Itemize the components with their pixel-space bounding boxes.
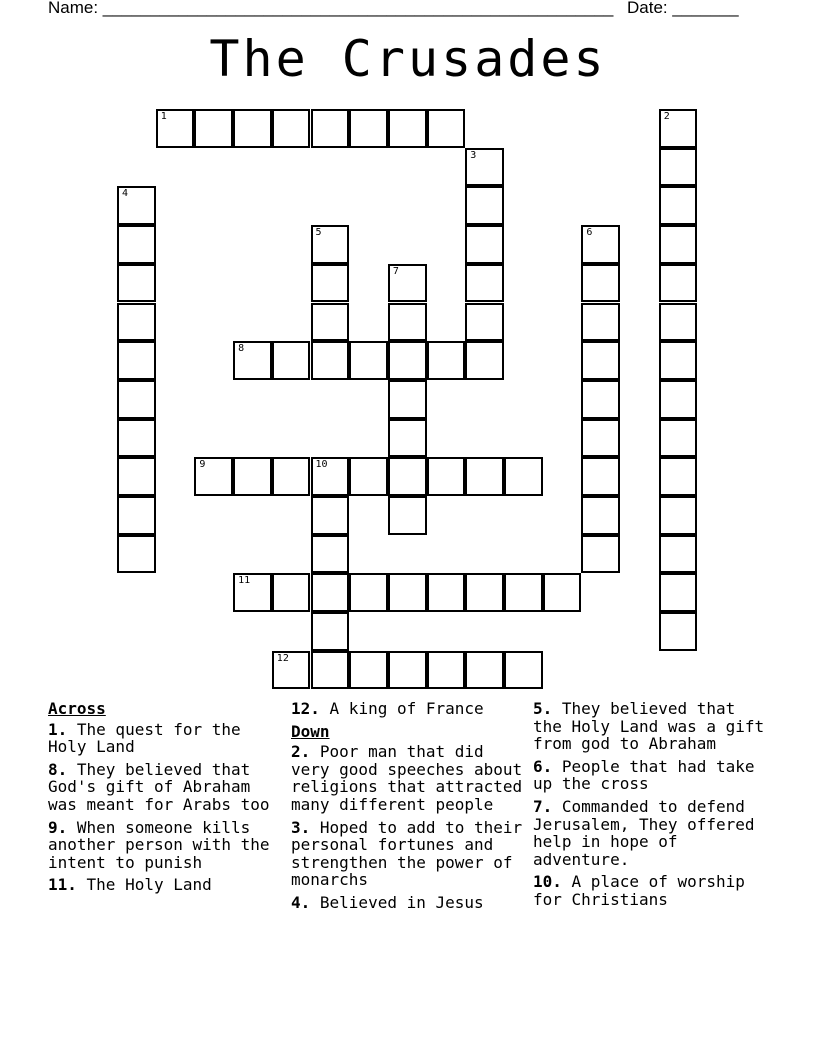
grid-cell[interactable] [117,419,156,458]
grid-cell[interactable] [465,651,504,690]
grid-cell[interactable] [427,109,466,148]
clue-item-text: When someone kills another person with the intent to punish [48,817,270,872]
grid-cell[interactable] [311,651,350,690]
grid-cell[interactable] [349,341,388,380]
clue-item-number: 9. [48,817,68,837]
clue-item [48,761,283,814]
grid-cell[interactable] [659,303,698,342]
across-heading: Across [48,699,106,718]
grid-cell[interactable] [465,264,504,303]
name-field-label: Name: ______________________________________________________ [48,0,614,17]
grid-cell[interactable] [581,264,620,303]
grid-cell[interactable] [388,264,427,303]
clue-number: 8 [238,343,245,355]
grid-cell[interactable] [581,496,620,535]
grid-cell[interactable] [504,457,543,496]
clue-item-number: 3. [291,817,311,837]
grid-cell[interactable] [388,496,427,535]
grid-cell[interactable] [388,457,427,496]
clue-item [533,758,773,793]
grid-cell[interactable] [311,573,350,612]
clue-number: 6 [586,227,593,239]
grid-cell[interactable] [659,225,698,264]
clue-item-number: 2. [291,742,311,762]
clue-item-text: Poor man that did very good speeches about religions that attracted many different people [291,742,523,814]
clue-item-text: The quest for the Holy Land [48,719,241,757]
grid-cell[interactable] [659,109,698,148]
clue-column-1 [48,700,283,899]
grid-cell[interactable] [349,573,388,612]
grid-cell[interactable] [465,186,504,225]
clue-item [291,743,523,813]
grid-cell[interactable] [581,457,620,496]
grid-cell[interactable] [581,303,620,342]
grid-cell[interactable] [388,341,427,380]
grid-cell[interactable] [659,535,698,574]
clue-column-2 [291,700,523,917]
clue-item-text: They believed that the Holy Land was a gift from god to Abraham [533,699,765,754]
grid-cell[interactable] [117,303,156,342]
grid-cell[interactable] [311,225,350,264]
grid-cell[interactable] [659,186,698,225]
grid-cell[interactable] [311,109,350,148]
clue-item-text: A place of worship for Christians [533,872,745,909]
clue-item-text: They believed that God's gift of Abraham was meant for Arabs too [48,759,270,814]
clue-item-text: Hoped to add to their personal fortunes and strengthen the power of monarchs [291,817,523,890]
grid-cell[interactable] [388,109,427,148]
clue-item-number: 1. [48,719,68,739]
grid-cell[interactable] [427,457,466,496]
grid-cell[interactable] [233,573,272,612]
clue-item-text: The Holy Land [76,875,212,895]
grid-cell[interactable] [311,496,350,535]
grid-cell[interactable] [659,573,698,612]
grid-cell[interactable] [311,457,350,496]
clue-number: 12 [276,652,289,664]
grid-cell[interactable] [543,573,582,612]
grid-cell[interactable] [233,341,272,380]
grid-cell[interactable] [311,303,350,342]
grid-cell[interactable] [581,380,620,419]
grid-cell[interactable] [117,341,156,380]
clue-item-number: 12. [291,699,320,718]
clue-item [533,798,773,868]
grid-cell[interactable] [156,109,195,148]
grid-cell[interactable] [581,535,620,574]
grid-cell[interactable] [194,457,233,496]
date-field-label: Date: _______ [627,0,739,17]
clue-item-number: 11. [48,875,77,895]
grid-cell[interactable] [465,225,504,264]
clue-number: 3 [470,149,477,161]
clue-number: 10 [315,459,328,471]
grid-cell[interactable] [388,651,427,690]
clue-number: 9 [199,459,206,471]
clue-item [48,721,283,756]
grid-cell[interactable] [272,651,311,690]
grid-cell[interactable] [427,573,466,612]
grid-cell[interactable] [272,573,311,612]
clue-item-number: 6. [533,756,553,776]
down-clue-list [291,743,523,911]
grid-cell[interactable] [659,380,698,419]
clue-item-text: A king of France [319,699,484,718]
grid-cell[interactable] [311,341,350,380]
grid-cell[interactable] [659,496,698,535]
grid-cell[interactable] [465,573,504,612]
grid-cell[interactable] [659,264,698,303]
grid-cell[interactable] [465,148,504,187]
grid-cell[interactable] [117,380,156,419]
grid-cell[interactable] [659,341,698,380]
grid-cell[interactable] [117,496,156,535]
grid-cell[interactable] [272,457,311,496]
grid-cell[interactable] [581,419,620,458]
clue-item-text: Commanded to defend Jerusalem, They offered help in hope of adventure. [533,796,755,869]
clue-column-3 [533,700,773,914]
grid-cell[interactable] [311,612,350,651]
clue-item-text: Believed in Jesus [310,892,484,912]
grid-cell[interactable] [427,341,466,380]
grid-cell[interactable] [233,457,272,496]
grid-cell[interactable] [349,651,388,690]
clue-item [48,876,283,894]
across-clue-list [48,721,283,894]
grid-cell[interactable] [659,419,698,458]
grid-cell[interactable] [311,264,350,303]
clue-item [533,873,773,908]
clue-item [291,819,523,889]
grid-cell[interactable] [427,651,466,690]
clue-item-number: 4. [291,892,311,912]
clue-number: 7 [392,265,399,277]
clue-item-number: 5. [533,699,553,718]
down-clue-list-cont [533,700,773,909]
grid-cell[interactable] [659,148,698,187]
grid-cell[interactable] [388,303,427,342]
grid-cell[interactable] [117,264,156,303]
grid-cell[interactable] [504,573,543,612]
grid-cell[interactable] [388,380,427,419]
grid-cell[interactable] [117,457,156,496]
grid-cell[interactable] [349,109,388,148]
down-heading: Down [291,721,330,741]
clue-number: 4 [122,188,129,200]
grid-cell[interactable] [117,186,156,225]
grid-cell[interactable] [272,341,311,380]
grid-cell[interactable] [117,535,156,574]
grid-cell[interactable] [659,612,698,651]
grid-cell[interactable] [117,225,156,264]
grid-cell[interactable] [581,341,620,380]
clue-item-number: 8. [48,759,68,779]
clue-number: 1 [160,111,167,122]
across-clue-list-cont [291,700,523,718]
grid-cell[interactable] [465,457,504,496]
clue-item-number: 7. [533,796,553,816]
grid-cell[interactable] [194,109,233,148]
grid-cell[interactable] [388,419,427,458]
clue-item [533,700,773,753]
grid-cell[interactable] [465,303,504,342]
clue-item [291,894,523,912]
grid-cell[interactable] [388,573,427,612]
clue-item-text: People that had take up the cross [533,756,755,794]
clue-item-number: 10. [533,872,562,892]
clue-number: 2 [663,111,670,122]
grid-cell[interactable] [465,341,504,380]
clue-item [48,819,283,872]
grid-cell[interactable] [349,457,388,496]
clue-number: 11 [238,575,251,587]
grid-cell[interactable] [504,651,543,690]
page-title: The Crusades [209,30,607,88]
clue-number: 5 [315,227,322,239]
grid-cell[interactable] [233,109,272,148]
grid-cell[interactable] [581,225,620,264]
grid-cell[interactable] [311,535,350,574]
grid-cell[interactable] [272,109,311,148]
grid-cell[interactable] [659,457,698,496]
clue-item [291,700,523,718]
